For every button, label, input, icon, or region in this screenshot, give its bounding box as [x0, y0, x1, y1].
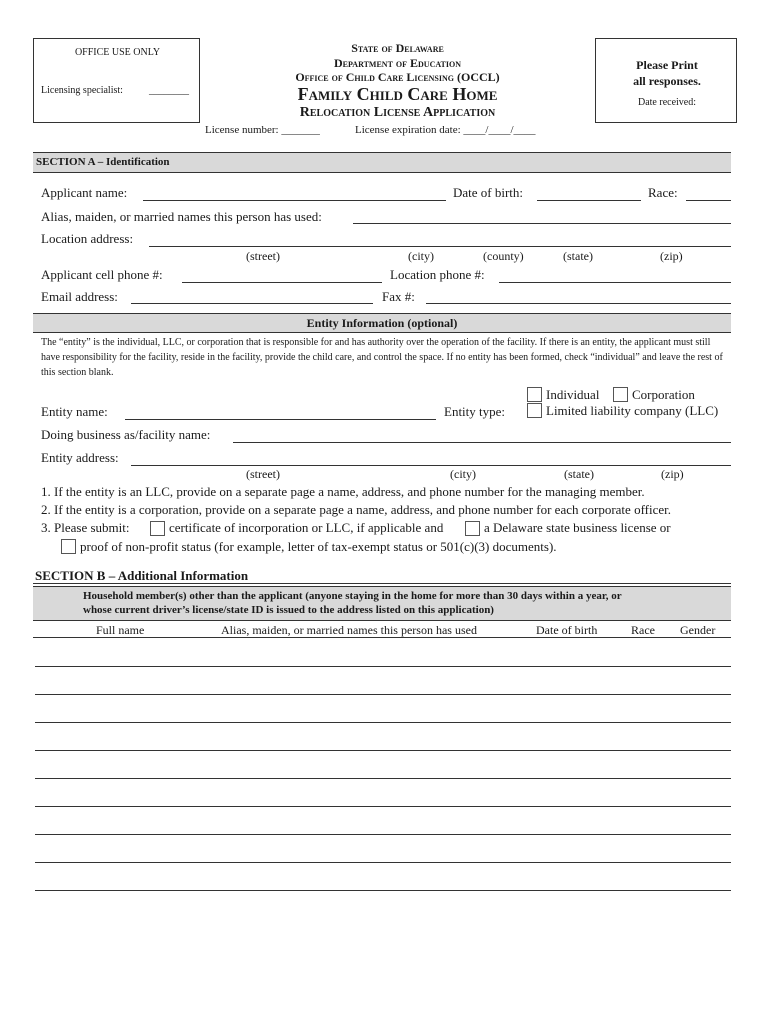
- alias-label: Alias, maiden, or married names this person has used:: [41, 209, 322, 224]
- licensing-specialist-field[interactable]: ________: [149, 85, 189, 96]
- household-row-3[interactable]: [35, 722, 731, 723]
- dob-input[interactable]: [537, 200, 641, 201]
- dba-label: Doing business as/facility name:: [41, 427, 211, 442]
- household-row-9[interactable]: [35, 890, 731, 891]
- col-dob: Date of birth: [536, 623, 598, 637]
- entity-state-caption: (state): [564, 467, 594, 481]
- department-title: Department of Education: [334, 56, 461, 70]
- email-label: Email address:: [41, 289, 118, 304]
- entity-item-1: 1. If the entity is an LLC, provide on a separate page a name, address, and phone number for the managing member.: [41, 484, 645, 499]
- location-city-caption: (city): [408, 249, 434, 263]
- state-title: State of Delaware: [351, 41, 444, 55]
- entity-zip-caption: (zip): [661, 467, 684, 481]
- household-row-5[interactable]: [35, 778, 731, 779]
- entity-name-label: Entity name:: [41, 404, 108, 419]
- household-band-line1: Household member(s) other than the applicant (anyone staying in the home for more than 30 days within a year, or: [83, 590, 622, 602]
- location-phone-label: Location phone #:: [390, 267, 485, 282]
- location-phone-input[interactable]: [499, 282, 731, 283]
- please-print-box: [595, 38, 737, 123]
- checkbox-individual[interactable]: [527, 387, 542, 402]
- location-state-caption: (state): [563, 249, 593, 263]
- race-label: Race:: [648, 185, 678, 200]
- entity-item-2: 2. If the entity is a corporation, provide on a separate page a name, address, and phone number for each corporate officer.: [41, 502, 672, 517]
- section-b-title: SECTION B – Additional Information: [35, 568, 249, 583]
- business-license-label: a Delaware state business license or: [484, 520, 671, 535]
- office-use-title: OFFICE USE ONLY: [74, 47, 161, 58]
- certificate-label: certificate of incorporation or LLC, if applicable and: [169, 520, 444, 535]
- nonprofit-label: proof of non-profit status (for example, letter of tax-exempt status or 501(c)(3) documents).: [80, 539, 557, 554]
- please-print-line2: all responses.: [633, 74, 701, 88]
- individual-label: Individual: [546, 387, 600, 402]
- entity-name-input[interactable]: [125, 419, 436, 420]
- checkbox-corporation[interactable]: [613, 387, 628, 402]
- household-band: [33, 586, 731, 621]
- alias-input[interactable]: [353, 223, 731, 224]
- entity-title: Entity Information (optional): [306, 316, 458, 330]
- fax-input[interactable]: [426, 303, 731, 304]
- license-expiration-field[interactable]: License expiration date: ____/____/____: [355, 124, 536, 136]
- section-b-rule: [33, 583, 731, 584]
- entity-address-input[interactable]: [131, 465, 731, 466]
- entity-header: [33, 313, 731, 333]
- checkbox-business-license[interactable]: [465, 521, 480, 536]
- corporation-label: Corporation: [632, 387, 695, 402]
- llc-label: Limited liability company (LLC): [546, 403, 719, 418]
- col-gender: Gender: [680, 623, 716, 637]
- col-full-name: Full name: [96, 623, 145, 637]
- checkbox-llc[interactable]: [527, 403, 542, 418]
- household-row-6[interactable]: [35, 806, 731, 807]
- license-number-field[interactable]: License number: _______: [205, 124, 320, 136]
- form-subtitle: Relocation License Application: [299, 105, 496, 120]
- dob-label: Date of birth:: [453, 185, 524, 200]
- please-print-line1: Please Print: [636, 58, 698, 72]
- licensing-specialist-label: Licensing specialist:: [41, 85, 123, 96]
- checkbox-nonprofit[interactable]: [61, 539, 76, 554]
- location-street-caption: (street): [246, 249, 280, 263]
- location-county-caption: (county): [483, 249, 524, 263]
- race-input[interactable]: [686, 200, 731, 201]
- checkbox-certificate[interactable]: [150, 521, 165, 536]
- cell-phone-label: Applicant cell phone #:: [41, 267, 163, 282]
- col-alias: Alias, maiden, or married names this person has used: [221, 623, 477, 637]
- location-address-label: Location address:: [41, 231, 134, 246]
- fax-label: Fax #:: [382, 289, 415, 304]
- entity-street-caption: (street): [246, 467, 280, 481]
- office-title: Office of Child Care Licensing (OCCL): [295, 70, 500, 84]
- column-header-rule: [33, 637, 731, 638]
- col-race: Race: [631, 623, 655, 637]
- entity-city-caption: (city): [450, 467, 476, 481]
- household-band-line2: whose current driver’s license/state ID is issued to the address listed on this application): [83, 604, 494, 616]
- form-title: Family Child Care Home: [297, 84, 498, 104]
- email-input[interactable]: [131, 303, 373, 304]
- applicant-name-input[interactable]: [143, 200, 446, 201]
- location-address-input[interactable]: [149, 246, 731, 247]
- office-use-box: [33, 38, 200, 123]
- entity-description: The “entity” is the individual, LLC, or corporation that is responsible for and has authority over the operation of the facility. If there is an entity, the applicant must still have responsibility for the facility, reside in the facility, provide the child care, and control the space. If no entity has been formed, check “individual” and leave the rest of this section blank.: [41, 337, 723, 378]
- location-zip-caption: (zip): [660, 249, 683, 263]
- dba-input[interactable]: [233, 442, 731, 443]
- cell-phone-input[interactable]: [182, 282, 382, 283]
- applicant-name-label: Applicant name:: [41, 185, 128, 200]
- household-row-2[interactable]: [35, 694, 731, 695]
- household-row-8[interactable]: [35, 862, 731, 863]
- entity-type-label: Entity type:: [444, 404, 506, 419]
- household-row-1[interactable]: [35, 666, 731, 667]
- household-row-4[interactable]: [35, 750, 731, 751]
- entity-item-3-label: 3. Please submit:: [41, 520, 130, 535]
- date-received-label: Date received:: [637, 97, 697, 108]
- section-a-header: [33, 152, 731, 173]
- entity-address-label: Entity address:: [41, 450, 119, 465]
- section-a-title: SECTION A – Identification: [36, 156, 170, 168]
- household-row-7[interactable]: [35, 834, 731, 835]
